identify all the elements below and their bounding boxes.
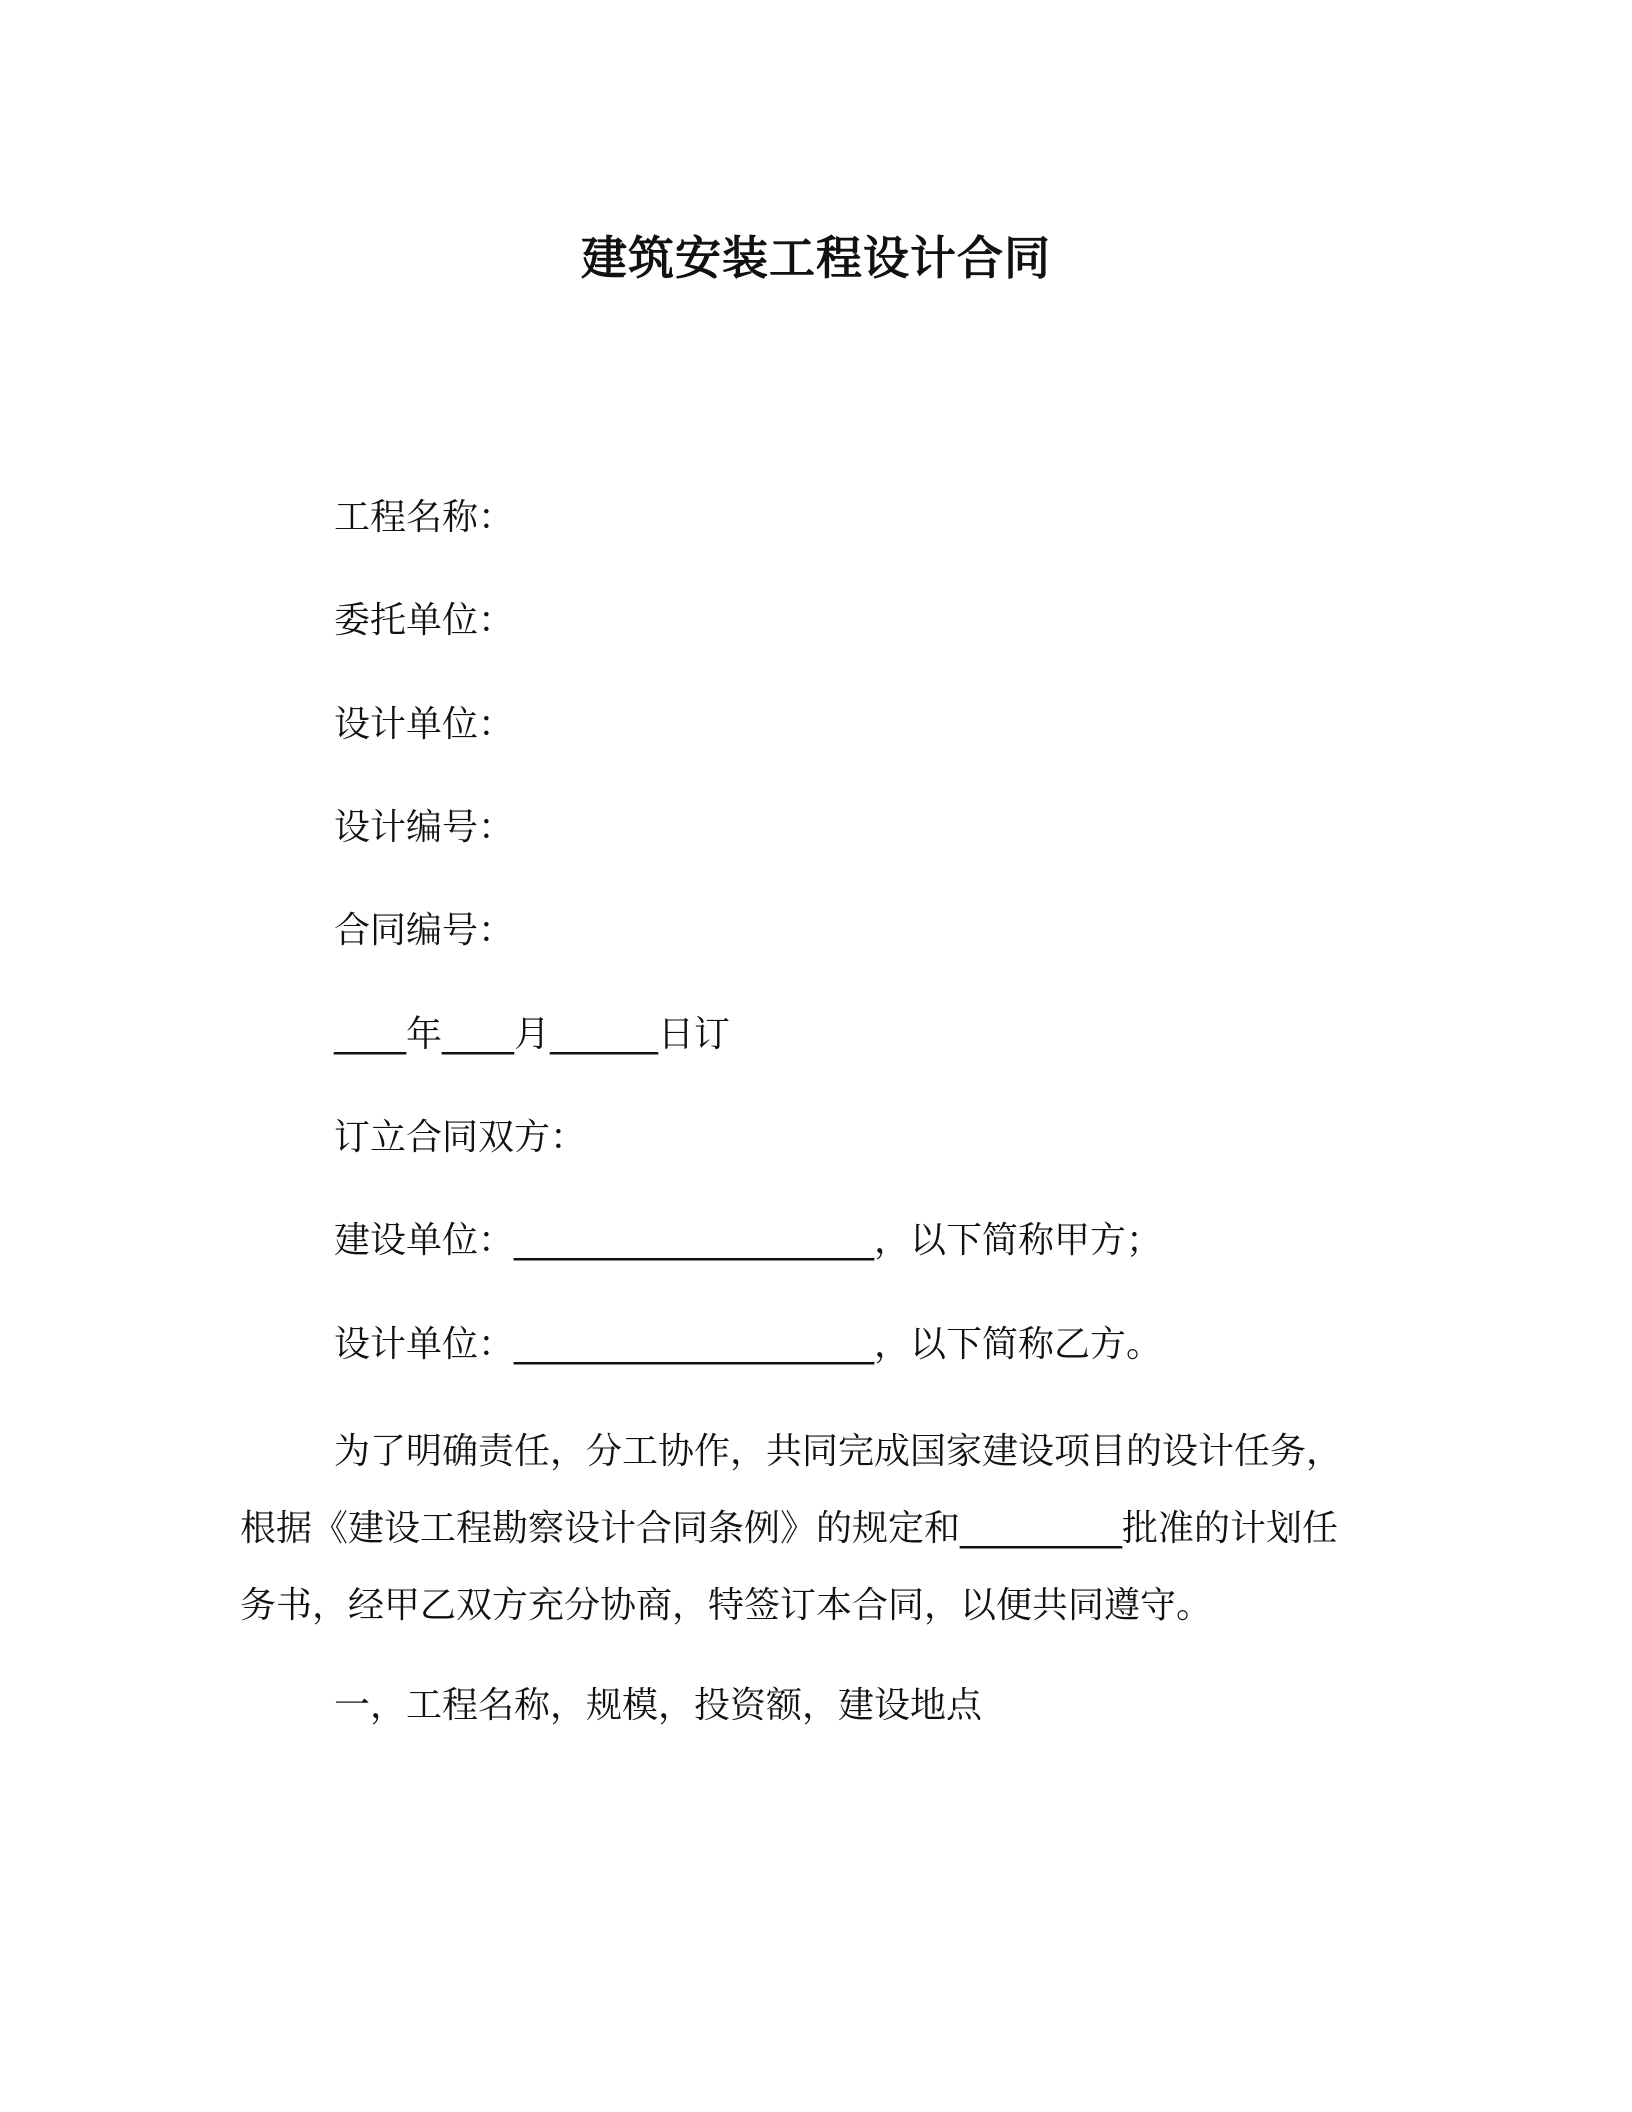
document-title: 建筑安装工程设计合同 — [581, 231, 1051, 285]
party-a-line: 建设单位：____________________，以下简称甲方； — [334, 1220, 1163, 1261]
field-client-unit: 委托单位： — [334, 600, 515, 641]
date-line: ____年____月______日订 — [334, 1014, 731, 1055]
preamble-line: 务书，经甲乙双方充分协商，特签订本合同，以便共同遵守。 — [240, 1585, 1213, 1626]
field-design-unit: 设计单位： — [334, 704, 515, 745]
preamble-line: 为了明确责任，分工协作，共同完成国家建设项目的设计任务， — [334, 1431, 1343, 1472]
section-1-heading: 一，工程名称，规模，投资额，建设地点 — [334, 1685, 983, 1726]
field-contract-number: 合同编号： — [334, 910, 515, 951]
field-project-name: 工程名称： — [334, 497, 515, 538]
field-design-number: 设计编号： — [334, 807, 515, 848]
parties-heading: 订立合同双方： — [334, 1117, 587, 1158]
party-b-line: 设计单位：____________________，以下简称乙方。 — [334, 1324, 1163, 1365]
preamble-line: 根据《建设工程勘察设计合同条例》的规定和_________批准的计划任 — [240, 1508, 1339, 1549]
preamble-paragraph — [240, 1413, 1380, 1644]
